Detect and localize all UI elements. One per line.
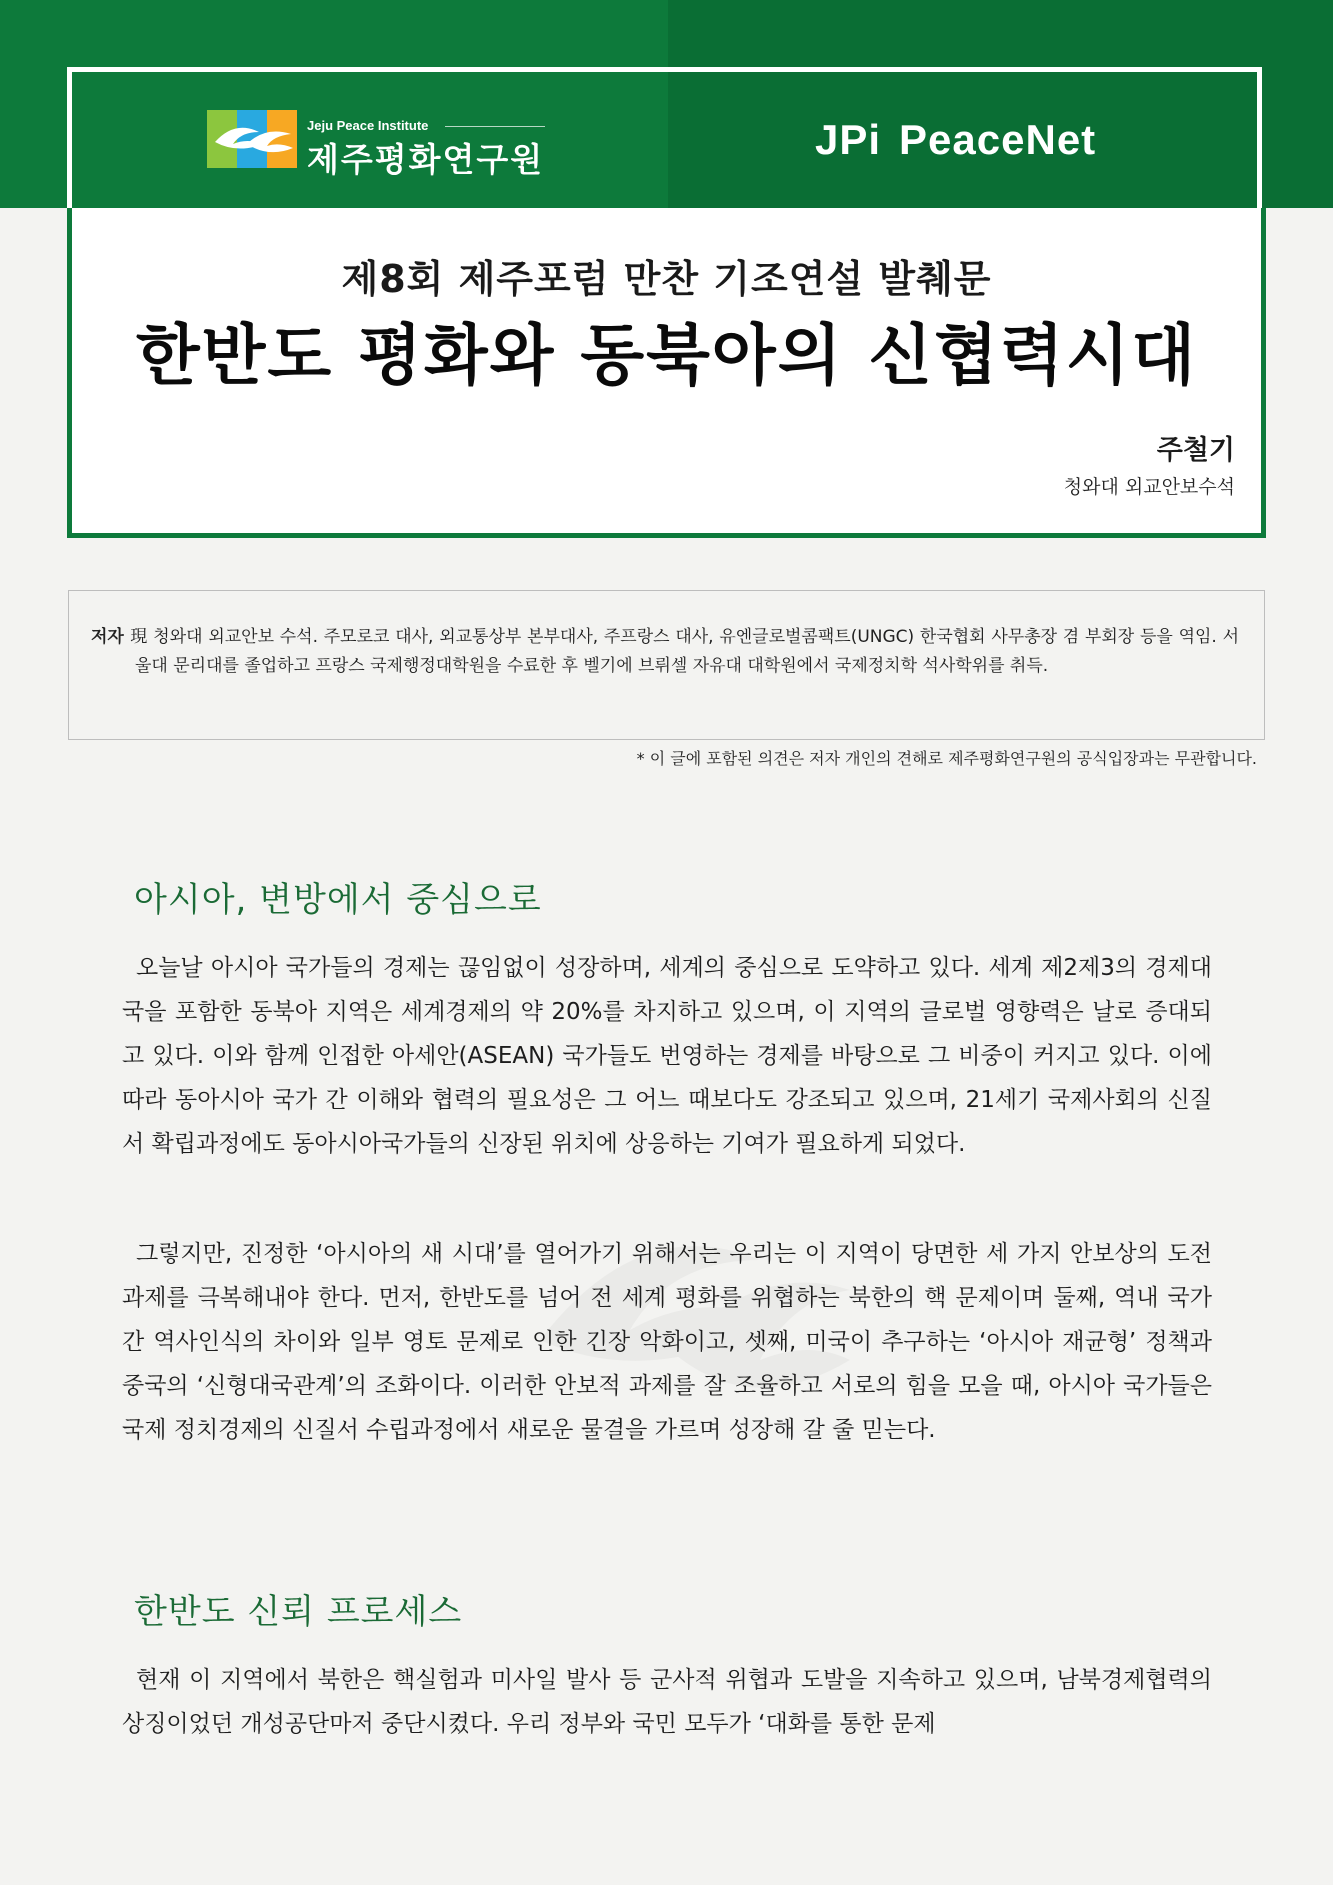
author-bio-box [68, 590, 1265, 740]
logo-english-name: Jeju Peace Institute [307, 118, 429, 133]
paragraph: 그렇지만, 진정한 ‘아시아의 새 시대’를 열어가기 위해서는 우리는 이 지역이 당면한 세 가지 안보상의 도전 과제를 극복해내야 한다. 먼저, 한반도를 넘어 전 세계 평화를 위협하는 북한의 핵 문제이며 둘째, 역내 국가 간 역사인식의 차이와 일부 영토 문제로 인한 긴장 악화이고, 셋째, 미국이 추구하는 ‘아시아 재균형’ 정책과 중국의 ‘신형대국관계’의 조화이다. 이러한 안보적 과제를 잘 조율하고 서로의 힘을 모을 때, 아시아 국가들은 국제 정치경제의 신질서 수립과정에서 새로운 물결을 가르며 성장해 갈 줄 믿는다. [122, 1241, 1212, 1443]
jpi-mark: JPi [815, 116, 882, 163]
author-position: 청와대 외교안보수석 [1063, 476, 1235, 498]
logo-korean-name: 제주평화연구원 [307, 140, 545, 179]
peacenet-text: PeaceNet [899, 116, 1097, 163]
section-heading-trust-process: 한반도 신뢰 프로세스 [134, 1592, 463, 1632]
disclaimer-note: * 이 글에 포함된 의견은 저자 개인의 견해로 제주평화연구원의 공식입장과는 무관합니다. [636, 749, 1257, 768]
author-bio-content [91, 623, 1239, 681]
document-subtitle: 제8회 제주포럼 만찬 기조연설 발췌문 [341, 257, 992, 301]
bio-text: 現 청와대 외교안보 수석. 주모로코 대사, 외교통상부 본부대사, 주프랑스 대사, 유엔글로벌콤팩트(UNGC) 한국협회 사무총장 겸 부회장 등을 역임. 서울대 문리대를 졸업하고 프랑스 국제행정대학원을 수료한 후 벨기에 브뤼셀 자유대 대학원에서 국제정치학 석사학위를 취득. [129, 627, 1239, 676]
section-heading-asia: 아시아, 변방에서 중심으로 [134, 880, 542, 920]
bio-label: 저자 [91, 627, 124, 647]
author-name: 주철기 [1156, 435, 1235, 466]
document-title: 한반도 평화와 동북아의 신협력시대 [135, 317, 1198, 394]
paragraph: 오늘날 아시아 국가들의 경제는 끊임없이 성장하며, 세계의 중심으로 도약하고 있다. 세계 제2제3의 경제대국을 포함한 동북아 지역은 세계경제의 약 20%를 차지하고 있으며, 이 지역의 글로벌 영향력은 날로 증대되고 있다. 이와 함께 인접한 아세안(ASEAN) 국가들도 번영하는 경제를 바탕으로 그 비중이 커지고 있다. 이에 따라 동아시아 국가 간 이해와 협력의 필요성은 그 어느 때보다도 강조되고 있으며, 21세기 국제사회의 신질서 확립과정에도 동아시아국가들의 신장된 위치에 상응하는 기여가 필요하게 되었다. [122, 955, 1212, 1157]
author-bio [91, 623, 1239, 681]
paragraph: 현재 이 지역에서 북한은 핵실험과 미사일 발사 등 군사적 위협과 도발을 지속하고 있으며, 남북경제협력의 상징이었던 개성공단마저 중단시켰다. 우리 정부와 국민 모두가 ‘대화를 통한 문제 [122, 1667, 1212, 1737]
